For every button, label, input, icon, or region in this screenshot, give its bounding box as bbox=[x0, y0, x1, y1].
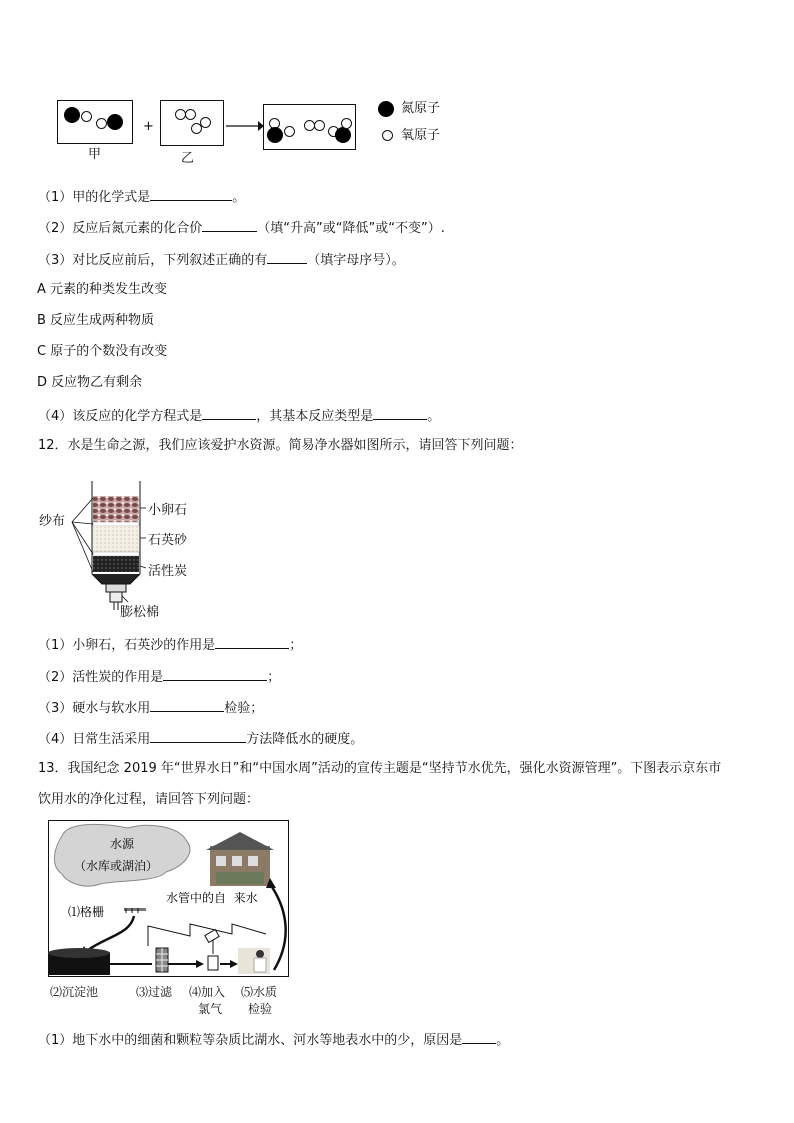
water-treatment-figure bbox=[48, 820, 292, 1020]
q11-part1: （1）甲的化学式是 。 bbox=[38, 187, 245, 207]
box-jia bbox=[57, 100, 133, 144]
label-sand: 石英砂 bbox=[148, 533, 188, 548]
step-sedimentation-label: ⑵沉淀池 bbox=[50, 985, 99, 999]
plus-sign: + bbox=[143, 119, 154, 134]
q13-stem-line1: 13．我国纪念 2019 年“世界水日”和“中国水周”活动的宣传主题是“坚持节水优先，强化水资源管理”。下图表示京东市 bbox=[38, 761, 722, 776]
label-gauze: 纱布 bbox=[39, 514, 66, 529]
oxygen-atom bbox=[341, 118, 352, 129]
box-product bbox=[263, 104, 356, 150]
legend-oxygen-icon bbox=[382, 130, 393, 141]
q11-option-a: A 元素的种类发生改变 bbox=[37, 282, 168, 297]
q11-part2: （2）反应后氮元素的化合价 （填“升高”或“降低”或“不变”）. bbox=[38, 218, 445, 238]
answer-blank[interactable] bbox=[150, 187, 232, 201]
tap-water-label: 水管中的自 来水 bbox=[166, 891, 258, 905]
step-testing-label-2: 检验 bbox=[248, 1002, 273, 1016]
legend-nitrogen-label: 氮原子 bbox=[401, 101, 441, 116]
water-filter-figure bbox=[36, 478, 196, 618]
label-pebble: 小卵石 bbox=[148, 503, 188, 518]
nitrogen-atom bbox=[64, 107, 80, 123]
oxygen-atom bbox=[200, 117, 211, 128]
answer-blank[interactable] bbox=[163, 667, 267, 681]
answer-blank[interactable] bbox=[462, 1030, 496, 1044]
source-label: 水源 bbox=[110, 837, 135, 851]
oxygen-atom bbox=[284, 126, 295, 137]
source-sub-label: （水库或湖泊） bbox=[74, 859, 159, 873]
nitrogen-atom bbox=[267, 127, 283, 143]
answer-blank[interactable] bbox=[215, 635, 289, 649]
step-chlorine-label-2: 氯气 bbox=[198, 1002, 223, 1016]
answer-blank[interactable] bbox=[373, 406, 427, 420]
reaction-arrow bbox=[226, 120, 264, 132]
oxygen-atom bbox=[96, 118, 107, 129]
nitrogen-atom bbox=[107, 114, 123, 130]
answer-blank[interactable] bbox=[202, 406, 256, 420]
label-cotton: 膨松棉 bbox=[120, 605, 160, 620]
oxygen-atom bbox=[185, 109, 196, 120]
answer-blank[interactable] bbox=[267, 250, 307, 264]
q12-stem: 12．水是生命之源，我们应该爱护水资源。简易净水器如图所示，请回答下列问题： bbox=[38, 438, 523, 453]
q13-stem-line2: 饮用水的净化过程，请回答下列问题： bbox=[38, 792, 260, 807]
q13-part1: （1）地下水中的细菌和颗粒等杂质比湖水、河水等地表水中的少，原因是 。 bbox=[38, 1030, 509, 1050]
q11-option-d: D 反应物乙有剩余 bbox=[37, 375, 143, 390]
q12-part1: （1）小卵石，石英沙的作用是 ； bbox=[38, 635, 302, 655]
nitrogen-atom bbox=[335, 127, 351, 143]
q11-part3: （3）对比反应前后，下列叙述正确的有 （填字母序号）。 bbox=[38, 250, 405, 270]
step-grating-label: ⑴格栅 bbox=[68, 905, 105, 919]
q12-part4: （4）日常生活采用 方法降低水的硬度。 bbox=[38, 729, 363, 749]
answer-blank[interactable] bbox=[202, 218, 257, 232]
step-chlorine-label-1: ⑷加入 bbox=[189, 985, 226, 999]
q12-part2: （2）活性炭的作用是 ； bbox=[38, 667, 280, 687]
label-jia: 甲 bbox=[88, 147, 102, 162]
answer-blank[interactable] bbox=[150, 729, 246, 743]
step-testing-label-1: ⑸水质 bbox=[241, 985, 278, 999]
q11-option-c: C 原子的个数没有改变 bbox=[37, 344, 168, 359]
label-carbon: 活性炭 bbox=[148, 564, 188, 579]
oxygen-atom bbox=[314, 120, 325, 131]
q12-part3: （3）硬水与软水用 检验； bbox=[38, 698, 263, 718]
answer-blank[interactable] bbox=[150, 698, 224, 712]
q11-option-b: B 反应生成两种物质 bbox=[37, 313, 155, 328]
label-yi: 乙 bbox=[181, 151, 195, 166]
step-filtration-label: ⑶过滤 bbox=[136, 985, 173, 999]
legend-oxygen-label: 氧原子 bbox=[401, 128, 441, 143]
q11-part4: （4）该反应的化学方程式是 ，其基本反应类型是 。 bbox=[38, 406, 440, 426]
legend-nitrogen-icon bbox=[378, 101, 394, 117]
box-yi bbox=[160, 100, 224, 146]
oxygen-atom bbox=[81, 111, 92, 122]
